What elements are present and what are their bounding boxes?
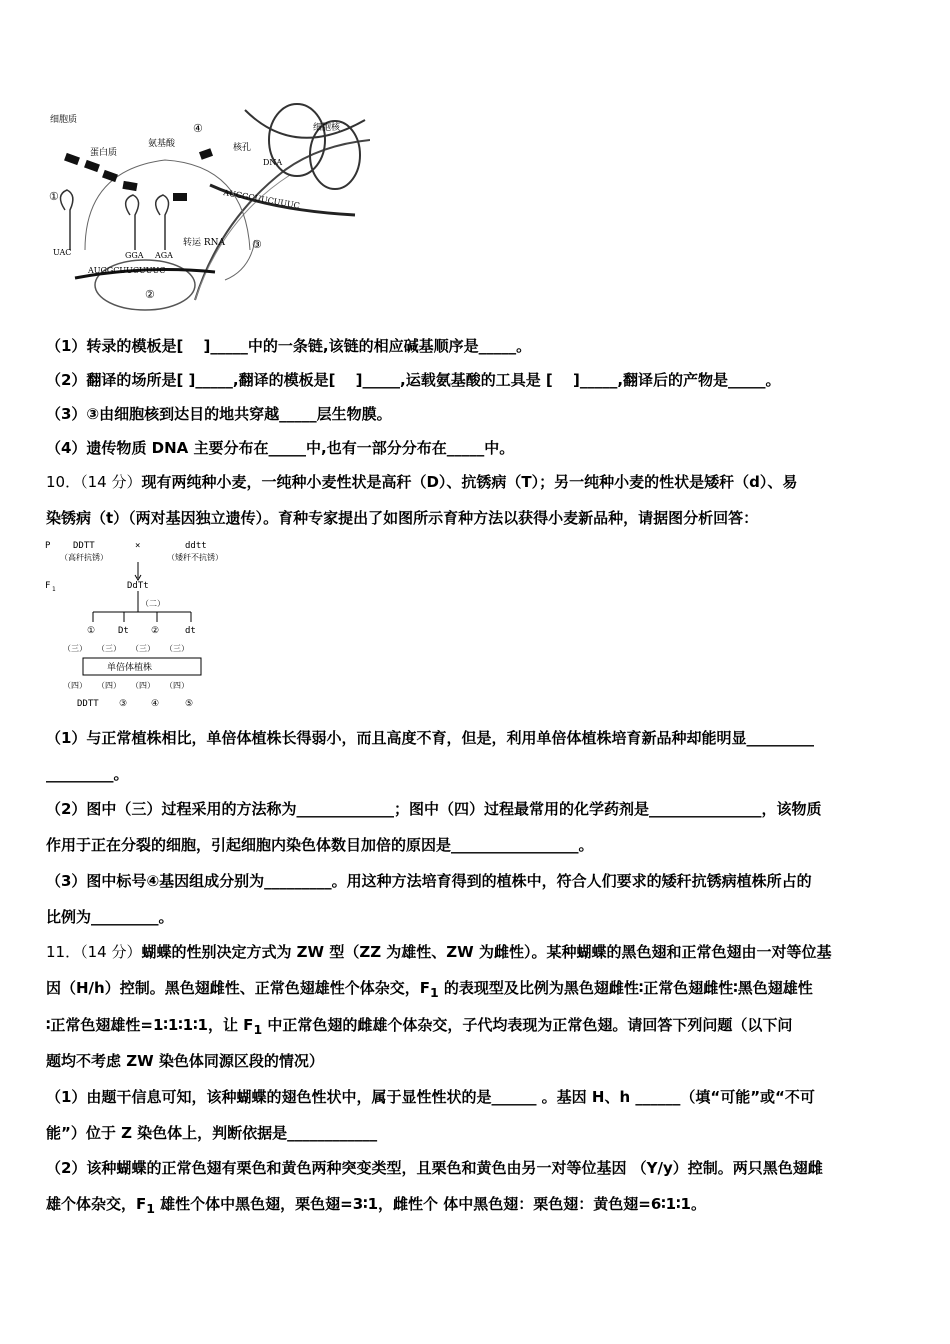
q11-a2-sub: 1	[146, 1201, 155, 1216]
q11-a2-2a: 雄个体杂交，F	[46, 1195, 147, 1213]
step4-d: （四）	[165, 681, 189, 690]
q10-answer3-line2: 比例为_________。	[46, 908, 174, 926]
amino-acid-label: 氨基酸	[148, 139, 176, 149]
breeding-diagram	[45, 538, 260, 713]
q10-stem-line1	[46, 472, 797, 492]
step3-b: （三）	[97, 644, 121, 653]
q11-stem2a: 因（H/h）控制。黑色翅雌性、正常色翅雄性个体杂交，F	[46, 979, 430, 997]
q10-answer1-line2: _________。	[46, 765, 129, 783]
q10-stem1: 现有两纯种小麦，一纯种小麦性状是高秆（D）、抗锈病（T）；另一纯种小麦的性状是矮秆（d）、易	[141, 473, 798, 491]
q11-answer2-line2	[46, 1194, 706, 1219]
result2: ③	[119, 699, 128, 709]
q10-stem-line2: 染锈病（t）（两对基因独立遗传）。育种专家提出了如图所示育种方法以获得小麦新品种，请据图分析回答：	[46, 509, 759, 527]
q11-stem2b: 的表现型及比例为黑色翅雌性∶正常色翅雌性∶黑色翅雄性	[438, 979, 813, 997]
label-num-1: ①	[49, 190, 59, 203]
result1: DDTT	[77, 699, 99, 709]
step4-b: （四）	[97, 681, 121, 690]
q10-answer2-line2: 作用于正在分裂的细胞，引起细胞内染色体数目加倍的原因是_________________。	[46, 836, 594, 854]
result4: ⑤	[185, 699, 194, 709]
step3-d: （三）	[165, 644, 189, 653]
q10-answer2-line1: （2）图中（三）过程采用的方法称为_____________；图中（四）过程最常用的化学药剂是_______________，该物质	[46, 800, 822, 818]
transport-arrow	[225, 240, 255, 280]
mrna-sequence-cytoplasm: AUGGCUUCUUUC	[88, 266, 166, 275]
label-num-4: ④	[193, 122, 203, 135]
nuclear-pore-label: 核孔	[233, 143, 252, 153]
gamete4: dt	[185, 626, 196, 636]
q11-stem-line2	[46, 978, 813, 1003]
cross-symbol: ×	[135, 541, 141, 551]
q11-stem3b: 中正常色翅的雌雄个体杂交，子代均表现为正常色翅。请回答下列问题（以下问	[262, 1016, 793, 1034]
q11-answer1-line1: （1）由题干信息可知，该种蝴蝶的翅色性状中，属于显性性状的是______ 。基因 H、h ______（填“可能”或“不可	[46, 1088, 815, 1106]
trna-label: 转运 RNA	[183, 238, 226, 248]
parent1-genotype: DDTT	[73, 541, 95, 551]
q11-stem-line3	[46, 1015, 792, 1040]
q11-stem1: 蝴蝶的性别决定方式为 ZW 型（ZZ 为雄性、ZW 为雌性）。某种蝴蝶的黑色翅和正常色翅由一对等位基	[141, 943, 832, 961]
q9-part2: （2）翻译的场所是[ ]_____,翻译的模板是[ ]_____,运载氨基酸的工具是 [ ]_____,翻译后的产物是_____。	[46, 371, 781, 389]
dna-label: DNA	[263, 158, 283, 167]
q11-stem3a: ∶正常色翅雄性=1∶1∶1∶1，让 F	[46, 1016, 254, 1034]
step2-label: （二）	[141, 599, 165, 608]
nuclear-membrane	[195, 140, 370, 300]
step3-a: （三）	[63, 644, 87, 653]
p-label: P	[45, 541, 51, 551]
haploid-label: 单倍体植株	[107, 663, 153, 673]
protein-label: 蛋白质	[90, 148, 118, 158]
step3-c: （三）	[131, 644, 155, 653]
f1-label: F	[45, 581, 51, 591]
protein-chain	[64, 148, 213, 201]
q10-answer1-line1: （1）与正常植株相比，单倍体植株长得弱小，而且高度不育，但是，利用单倍体植株培育新品种却能明显_________	[46, 729, 814, 747]
gamete1: ①	[87, 626, 96, 636]
anticodon-aga: AGA	[155, 251, 173, 260]
cytoplasm-label: 细胞质	[50, 115, 78, 125]
anticodon-uac: UAC	[53, 248, 72, 257]
parent1-desc: （高秆抗锈）	[60, 553, 108, 562]
gamete3: ②	[151, 626, 160, 636]
f1-subscript: 1	[52, 586, 56, 593]
step4-c: （四）	[131, 681, 155, 690]
q10-answer3-line1: （3）图中标号④基因组成分别为_________。用这种方法培育得到的植株中，符合人们要求的矮秆抗锈病植株所占的	[46, 872, 812, 890]
label-num-2: ②	[145, 288, 155, 301]
q11-stem-line1	[46, 942, 831, 962]
step4-a: （四）	[63, 681, 87, 690]
trna-group	[60, 190, 168, 250]
parent2-desc: （矮秆不抗锈）	[167, 553, 223, 562]
q9-part3: （3）③由细胞核到达目的地共穿越_____层生物膜。	[46, 405, 392, 423]
q9-part4: （4）遗传物质 DNA 主要分布在_____中,也有一部分分布在_____中。	[46, 439, 515, 457]
anticodon-gga: GGA	[125, 251, 144, 260]
q10-number: 10．（14 分）	[46, 473, 142, 491]
q11-answer1-line2: 能”）位于 Z 染色体上，判断依据是____________	[46, 1124, 378, 1142]
q9-part1: （1）转录的模板是[ ]_____中的一条链,该链的相应碱基顺序是_____。	[46, 337, 532, 355]
q11-a2-2b: 雄性个体中黑色翅，栗色翅=3∶1，雌性个 体中黑色翅：栗色翅：黄色翅=6∶1∶1。	[154, 1195, 706, 1213]
gene-expression-diagram	[45, 100, 370, 315]
f1-genotype: DdTt	[127, 581, 149, 591]
gamete2: Dt	[118, 626, 129, 636]
q11-stem3-sub: 1	[253, 1022, 263, 1037]
q11-stem2-sub: 1	[429, 985, 439, 1000]
q11-stem-line4: 题均不考虑 ZW 染色体同源区段的情况）	[46, 1052, 324, 1070]
q11-answer2-line1: （2）该种蝴蝶的正常色翅有栗色和黄色两种突变类型，且栗色和黄色由另一对等位基因 （Y/y）控制。两只黑色翅雌	[46, 1159, 823, 1177]
result3: ④	[151, 699, 160, 709]
q11-number: 11．（14 分）	[46, 943, 142, 961]
mrna-sequence-nucleus: AUGGCUUCUUUC	[222, 188, 301, 211]
nucleus-label: 细胞核	[313, 123, 341, 133]
label-num-3: ③	[252, 238, 262, 251]
parent2-genotype: ddtt	[185, 541, 207, 551]
